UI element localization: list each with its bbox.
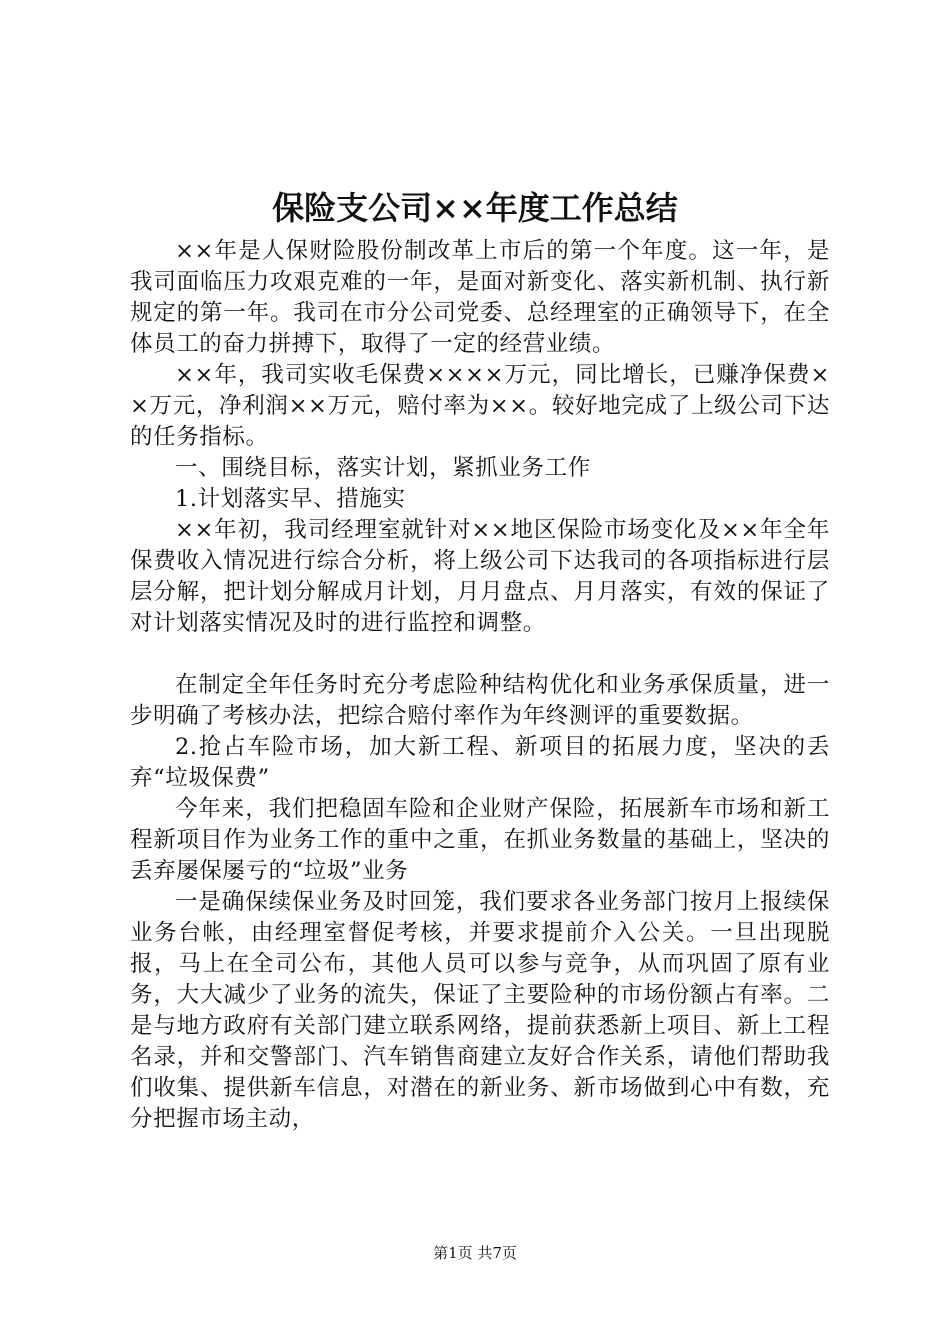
section-heading-1: 一、围绕目标，落实计划，紧抓业务工作 (175, 455, 591, 481)
document-body (130, 236, 830, 1135)
paragraph-results: ××年，我司实收毛保费××××万元，同比增长，已赚净保费××万元，净利润××万元，赔付率为××。较好地完成了上级公司下达的任务指标。 (130, 362, 830, 450)
page-number-footer: 第1页 共7页 (433, 1244, 517, 1262)
paragraph-plan: ××年初，我司经理室就针对××地区保险市场变化及××年全年保费收入情况进行综合分析，将上级公司下达我司的各项指标进行层层分解，把计划分解成月计划，月月盘点、月月落实，有效的保证了对计划落实情况及时的进行监控和调整。 (130, 517, 830, 636)
document-title: 保险支公司××年度工作总结 (272, 189, 678, 227)
subsection-heading-2: 2.抢占车险市场，加大新工程、新项目的拓展力度，坚决的丢弃“垃圾保费” (130, 734, 830, 791)
subsection-heading-1: 1.计划落实早、措施实 (175, 486, 406, 512)
paragraph-assessment: 在制定全年任务时充分考虑险种结构优化和业务承保质量，进一步明确了考核办法，把综合赔付率作为年终测评的重要数据。 (130, 672, 830, 729)
paragraph-market: 今年来，我们把稳固车险和企业财产保险，拓展新车市场和新工程新项目作为业务工作的重中之重，在抓业务数量的基础上，坚决的丢弃屡保屡亏的“垃圾”业务 (130, 796, 830, 884)
paragraph-measures: 一是确保续保业务及时回笼，我们要求各业务部门按月上报续保业务台帐，由经理室督促考核，并要求提前介入公关。一旦出现脱报，马上在全司公布，其他人员可以参与竞争，从而巩固了原有业务，大大减少了业务的流失，保证了主要险种的市场份额占有率。二是与地方政府有关部门建立联系网络，提前获悉新上项目、新上工程名录，并和交警部门、汽车销售商建立友好合作关系，请他们帮助我们收集、提供新车信息，对潜在的新业务、新市场做到心中有数，充分把握市场主动， (130, 889, 830, 1132)
paragraph-intro: ××年是人保财险股份制改革上市后的第一个年度。这一年，是我司面临压力攻艰克难的一年，是面对新变化、落实新机制、执行新规定的第一年。我司在市分公司党委、总经理室的正确领导下，在全体员工的奋力拼搏下，取得了一定的经营业绩。 (130, 238, 830, 357)
